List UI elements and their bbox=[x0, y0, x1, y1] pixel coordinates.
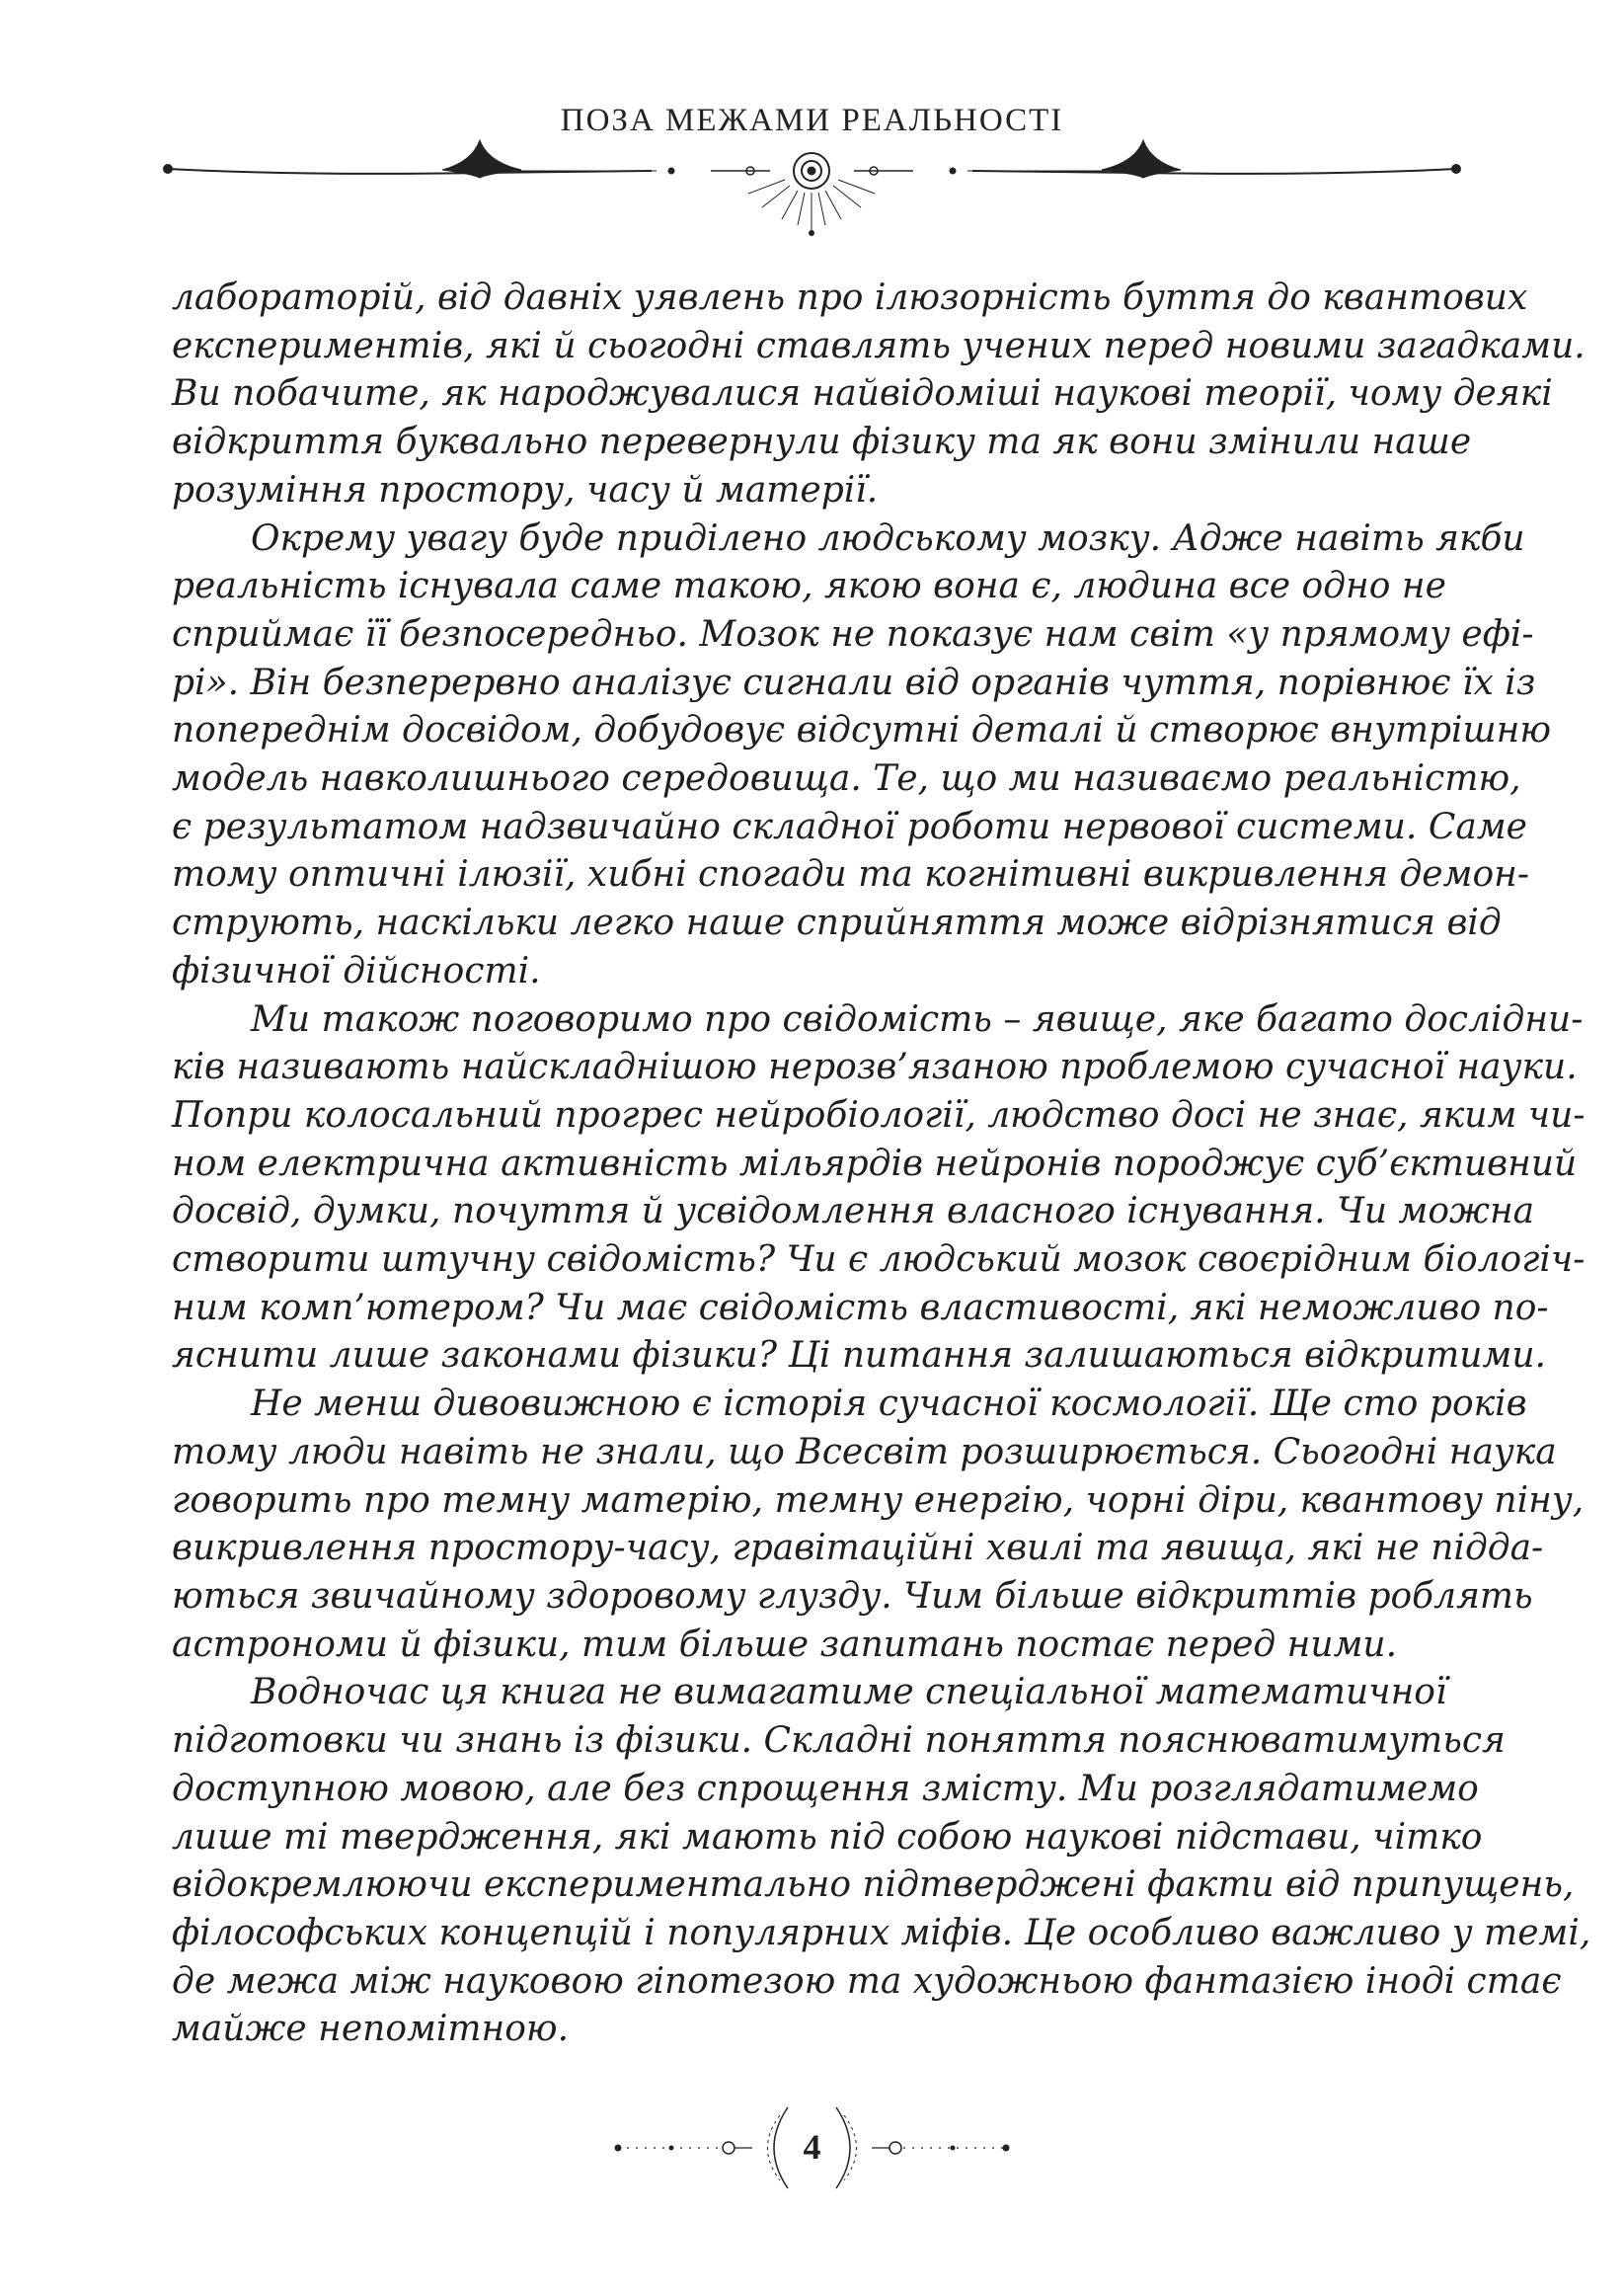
text-line: відкриття буквально перевернули фізику та як вони змінили наше bbox=[172, 422, 1472, 463]
text-line: струють, наскільки легко наше сприйняття може відрізнятися від bbox=[172, 903, 1502, 944]
text-line: досвід, думки, почуття й усвідомлення власного існування. Чи можна bbox=[172, 1191, 1535, 1232]
text-line: модель навколишнього середовища. Те, що ми називаємо реальністю, bbox=[172, 758, 1521, 800]
text-line: фізичної дійсності. bbox=[172, 950, 541, 991]
text-line: ків називають найскладнішою нерозв’язаною проблемою сучасної науки. bbox=[172, 1047, 1578, 1088]
text-line: яснити лише законами фізики? Ці питання залишаються відкритими. bbox=[172, 1335, 1546, 1377]
text-line: Водночас ця книга не вимагатиме спеціальної математичної bbox=[251, 1672, 1447, 1713]
paragraph bbox=[172, 1381, 1585, 1669]
text-line: експериментів, які й сьогодні ставлять учених перед новими загадками. bbox=[172, 325, 1585, 366]
text-line: доступною мовою, але без спрощення змісту. Ми розглядатимемо bbox=[172, 1768, 1479, 1809]
text-line: тому люди навіть не знали, що Всесвіт розширюється. Сьогодні наука bbox=[172, 1431, 1557, 1472]
text-line: майже непомітною. bbox=[172, 2009, 570, 2050]
text-line: лише ті твердження, які мають під собою наукові підстави, чітко bbox=[172, 1816, 1483, 1858]
text-line: Не менш дивовижною є історія сучасної космології. Ще сто років bbox=[251, 1384, 1527, 1425]
text-line: розуміння простору, часу й матерії. bbox=[172, 469, 879, 511]
text-line: ються звичайному здоровому глузду. Чим більше відкриттів роблять bbox=[172, 1575, 1533, 1617]
text-line: рі». Він безперервно аналізує сигнали від органів чуття, порівнює їх із bbox=[172, 662, 1536, 703]
text-line: Попри колосальний прогрес нейробіології, людство досі не знає, яким чи- bbox=[172, 1094, 1585, 1136]
body-text bbox=[172, 275, 1591, 2054]
header-divider-ornament-icon bbox=[158, 128, 1466, 242]
text-line: лабораторій, від давніх уявлень про ілюзорність буття до квантових bbox=[172, 277, 1528, 318]
text-line: Ми також поговоримо про свідомість – явище, яке багато дослідни- bbox=[251, 998, 1584, 1040]
text-line: тому оптичні ілюзії, хибні спогади та когнітивні викривлення демон- bbox=[172, 854, 1530, 896]
text-line: підготовки чи знань із фізики. Складні поняття пояснюватимуться bbox=[172, 1720, 1506, 1762]
text-line: створити штучну свідомість? Чи є людський мозок своєрідним біологіч- bbox=[172, 1239, 1585, 1281]
paragraph bbox=[172, 275, 1585, 515]
text-line: сприймає її безпосередньо. Мозок не показує нам світ «у прямому ефі- bbox=[172, 613, 1534, 655]
text-line: Окрему увагу буде приділено людському мозку. Адже навіть якби bbox=[251, 517, 1525, 559]
text-line: відокремлюючи експериментально підтверджені факти від припущень, bbox=[172, 1864, 1575, 1906]
running-head: ПОЗА МЕЖАМИ РЕАЛЬНОСТІ bbox=[560, 103, 1064, 138]
paragraph bbox=[172, 1669, 1591, 2054]
page-number: 4 bbox=[803, 2127, 821, 2167]
text-line: говорить про темну матерію, темну енергію, чорні діри, квантову піну, bbox=[172, 1479, 1585, 1521]
text-line: є результатом надзвичайно складної роботи нервової системи. Саме bbox=[172, 806, 1527, 847]
text-line: ном електрична активність мільярдів нейронів породжує суб’єктивний bbox=[172, 1143, 1578, 1184]
text-line: де межа між науковою гіпотезою та художньою фантазією іноді стає bbox=[172, 1960, 1562, 2002]
text-line: викривлення простору-часу, гравітаційні хвилі та явища, які не підда- bbox=[172, 1528, 1544, 1569]
text-line: астрономи й фізики, тим більше запитань постає перед ними. bbox=[172, 1623, 1398, 1665]
paragraph bbox=[172, 996, 1585, 1382]
text-line: реальність існувала саме такою, якою вона є, людина все одно не bbox=[172, 566, 1446, 607]
text-line: попереднім досвідом, добудовує відсутні деталі й створює внутрішню bbox=[172, 710, 1552, 752]
text-line: Ви побачите, як народжувалися найвідоміші наукові теорії, чому деякі bbox=[172, 373, 1553, 415]
paragraph bbox=[172, 515, 1552, 996]
text-line: ним комп’ютером? Чи має свідомість властивості, які неможливо по- bbox=[172, 1287, 1549, 1328]
text-line: філософських концепцій і популярних міфів. Це особливо важливо у темі, bbox=[172, 1912, 1591, 1953]
